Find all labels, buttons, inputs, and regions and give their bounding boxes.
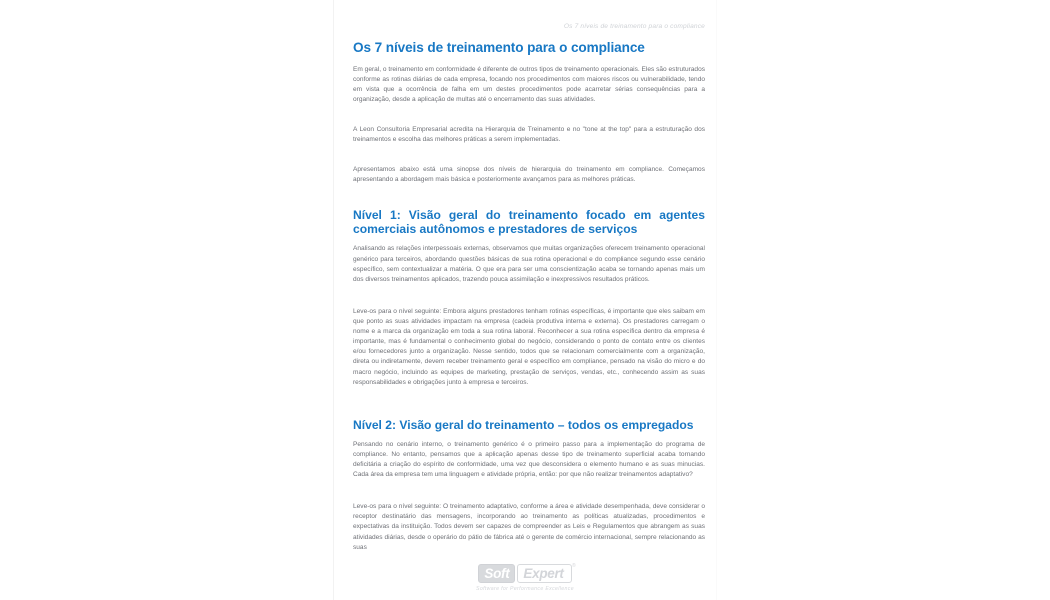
document-page xyxy=(333,0,717,600)
footer-logo xyxy=(334,564,716,592)
logo-tagline: Software for Performance Excellence xyxy=(476,586,574,592)
running-head: Os 7 níveis de treinamento para o compliance xyxy=(563,23,705,30)
section-1-paragraph-1: Analisando as relações interpessoais externas, observamos que muitas organizações oferecem treinamento operacional genérico para terceiros, abordando questões básicas de sua rotina operacional e do compliance segundo esse cenário específico, sem contextualizar a matéria. O que era para ser uma conscientização acaba se tornando apenas mais um dos diversos treinamentos aplicados, trazendo pouca assimilação e inexpressivos resultados práticos. xyxy=(353,245,705,283)
section-1-paragraph-2: Leve-os para o nível seguinte: Embora alguns prestadores tenham rotinas específicas, é importante que eles saibam em que ponto as suas atividades impactam na empresa (cadeia produtiva interna e externa). Os prestadores carregam o nome e a marca da organização em toda a sua rotina laboral. Reconhecer a sua rotina específica dentro da empresa é importante, mas é fundamental o conhecimento global do negócio, considerando o ponto de contato entre os clientes e/ou fornecedores junto a organização. Nesse sentido, todos que se relacionam comercialmente com a organização, direta ou indiretamente, devem receber treinamento geral e específico em compliance, pensado na visão do micro e do macro negócio, incluindo as equipes de marketing, prestação de serviços, vendas, etc., conhecendo assim as suas responsabilidades e obrigações junto à empresa e terceiros. xyxy=(353,307,705,386)
intro-paragraph-1: Em geral, o treinamento em conformidade é diferente de outros tipos de treinamento operacionais. Eles são estruturados conforme as rotinas diárias de cada empresa, focando nos procedimentos com maiores riscos ou vulnerabilidade, tendo em vista que a ocorrência de falha em um destes procedimentos pode acarretar sérias consequências para a organização, desde a aplicação de multas até o encerramento das suas atividades. xyxy=(353,65,705,103)
intro-paragraph-2: A Leon Consultoria Empresarial acredita na Hierarquia de Treinamento e no "tone at the top" para a estruturação dos treinamentos e escolha das melhores práticas a serem implementadas. xyxy=(353,126,705,144)
registered-trademark-icon: ® xyxy=(571,563,576,569)
section-heading-nivel-1: Nível 1: Visão geral do treinamento focado em agentes comerciais autônomos e prestadores de serviços xyxy=(353,207,705,237)
page-title: Os 7 níveis de treinamento para o compliance xyxy=(353,39,645,55)
section-2-paragraph-1: Pensando no cenário interno, o treinamento genérico é o primeiro passo para a implementação do programa de compliance. No entanto, pensamos que a aplicação apenas desse tipo de treinamento superficial acaba tornando deficitária a criação do espírito de conformidade, uma vez que desconsidera o elemento humano e as suas minucias. Cada área da empresa tem uma linguagem e atividade própria, então: por que não realizar treinamentos adaptativo? xyxy=(353,440,705,479)
section-2-paragraph-2: Leve-os para o nível seguinte: O treinamento adaptativo, conforme a área e atividade desempenhada, deve considerar o receptor destinatário das mensagens, incorporando ao treinamento as políticas atualizadas, procedimentos e expectativas da instituição. Todos devem ser capazes de compreender as Leis e Regulamentos que abrangem as suas atividades diárias, desde o operário do pátio de fábrica até o gerente de comércio internacional, sempre relacionando as suas xyxy=(353,503,705,551)
logo-word-soft: Soft xyxy=(478,564,515,583)
page-content-column xyxy=(353,0,705,553)
section-heading-nivel-2: Nível 2: Visão geral do treinamento – todos os empregados xyxy=(353,417,694,432)
softexpert-logo-icon xyxy=(478,563,576,583)
intro-paragraph-3: Apresentamos abaixo está uma sinopse dos níveis de hierarquia do treinamento em compliance. Começamos apresentando a abordagem mais básica e posteriormente avançamos para as melhores práticas. xyxy=(353,166,705,184)
logo-word-expert: Expert xyxy=(517,564,571,583)
section-spacer xyxy=(353,402,705,418)
